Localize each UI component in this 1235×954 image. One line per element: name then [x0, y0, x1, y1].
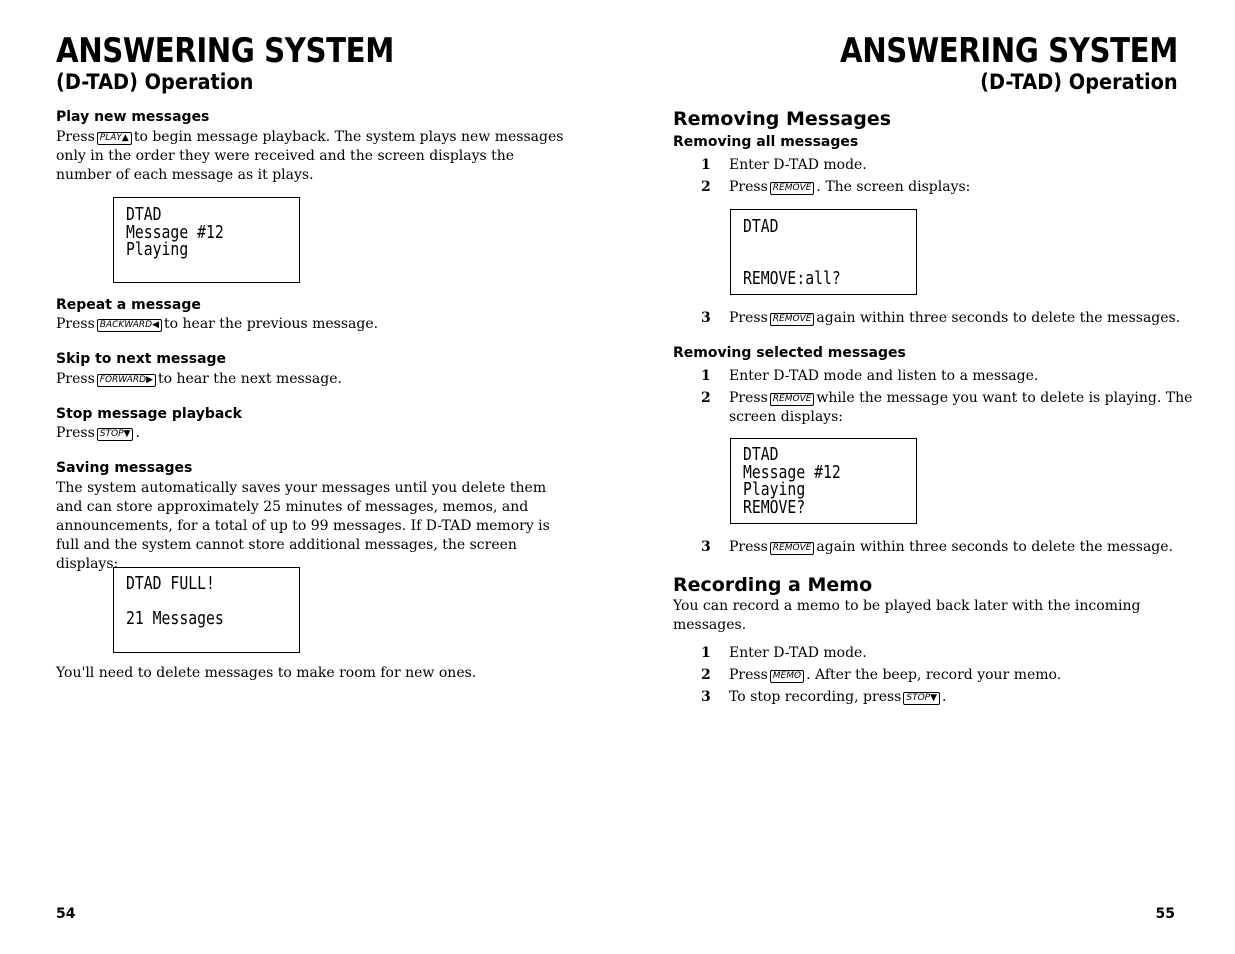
skip-paragraph: [56, 370, 342, 389]
page-number: 54: [56, 906, 76, 922]
step-item: [701, 309, 1201, 328]
text: Press: [729, 539, 768, 555]
page-title: ANSWERING SYSTEM: [56, 31, 394, 71]
lcd-line: Playing: [743, 479, 806, 500]
text: again within three seconds to delete the messages.: [816, 310, 1181, 326]
step-number: 2: [701, 667, 711, 683]
lcd-line: DTAD: [743, 216, 779, 237]
step-item: [701, 538, 1201, 557]
step-item: [701, 688, 1181, 707]
step-text: [729, 688, 946, 707]
remove-key-icon: REMOVE: [770, 313, 815, 326]
text: again within three seconds to delete the message.: [816, 539, 1174, 555]
step-text: Enter D-TAD mode.: [729, 157, 867, 173]
step-item: [701, 156, 1181, 175]
left-page: [0, 0, 617, 954]
section-heading-saving: Saving messages: [56, 460, 193, 476]
lcd-line: 21 Messages: [126, 608, 224, 629]
memo-key-icon: MEMO: [770, 670, 804, 683]
step-item: [701, 644, 1181, 663]
saving-paragraph: The system automatically saves your messages until you delete them and can store approximately 25 minutes of messages, memos, and announcements, for a total of up to 99 messages. If D-TAD memory is full and the system cannot store additional messages, the screen displays:: [56, 480, 550, 572]
lcd-line: Message #12: [743, 462, 841, 483]
lcd-screen-playing: [113, 197, 300, 283]
text: . The screen displays:: [816, 179, 971, 195]
lcd-line: DTAD FULL!: [126, 573, 215, 594]
step-text: [729, 666, 1061, 685]
lcd-line: DTAD: [743, 444, 779, 465]
section-heading-removing: Removing Messages: [673, 108, 892, 130]
page-number: 55: [1155, 906, 1175, 922]
remove-key-icon: REMOVE: [770, 182, 815, 195]
section-heading-stop: Stop message playback: [56, 406, 242, 422]
section-heading-skip: Skip to next message: [56, 351, 227, 367]
play-key-icon: PLAY▲: [97, 132, 132, 145]
stop-key-icon: STOP▼: [903, 692, 940, 705]
lcd-line: DTAD: [126, 204, 162, 225]
remove-key-icon: REMOVE: [770, 393, 815, 406]
step-item: [701, 666, 1181, 685]
lcd-line: REMOVE:all?: [743, 268, 841, 289]
step-number: 3: [701, 310, 711, 326]
page-title: ANSWERING SYSTEM: [840, 31, 1178, 71]
play-new-paragraph: [56, 128, 568, 185]
lcd-screen-full: [113, 567, 300, 653]
lcd-line: REMOVE?: [743, 497, 806, 518]
text: Press: [729, 390, 768, 406]
step-item: [701, 367, 1181, 386]
section-heading-memo: Recording a Memo: [673, 574, 873, 596]
step-number: 2: [701, 179, 711, 195]
section-heading-play-new: Play new messages: [56, 109, 210, 125]
step-text: Enter D-TAD mode and listen to a message.: [729, 368, 1039, 384]
text: while the message you want to delete is playing. The: [816, 390, 1193, 406]
step-item: [701, 389, 1201, 427]
closing-paragraph: You'll need to delete messages to make room for new ones.: [56, 665, 477, 681]
stop-key-icon: STOP▼: [97, 428, 134, 441]
repeat-paragraph: [56, 315, 378, 334]
text: To stop recording, press: [729, 689, 902, 705]
text: Press: [729, 667, 768, 683]
lcd-screen-remove-all: [730, 209, 917, 295]
step-number: 3: [701, 689, 711, 705]
stop-paragraph: [56, 424, 140, 443]
step-number: 1: [701, 645, 711, 661]
step-item: [701, 178, 1181, 197]
text: Press: [56, 129, 95, 145]
page-subtitle: (D-TAD) Operation: [980, 70, 1178, 94]
text: .: [135, 425, 140, 441]
text: . After the beep, record your memo.: [806, 667, 1062, 683]
text: .: [942, 689, 947, 705]
step-text: [729, 178, 970, 197]
text: Press: [56, 425, 95, 441]
subsection-heading-remove-selected: Removing selected messages: [673, 345, 906, 361]
lcd-line: Playing: [126, 239, 189, 260]
page-subtitle: (D-TAD) Operation: [56, 70, 254, 94]
text: Press: [56, 371, 95, 387]
section-heading-repeat: Repeat a message: [56, 297, 201, 313]
lcd-line: Message #12: [126, 222, 224, 243]
step-number: 2: [701, 390, 711, 406]
text: to hear the next message.: [158, 371, 342, 387]
backward-key-icon: BACKWARD◀: [97, 319, 162, 332]
step-text: [729, 538, 1173, 557]
step-number: 1: [701, 368, 711, 384]
text: Press: [729, 179, 768, 195]
subsection-heading-remove-all: Removing all messages: [673, 134, 859, 150]
text: to hear the previous message.: [164, 316, 379, 332]
text: to begin message playback. The system plays new messages only in the order they were received and the screen displays the number of each message as it plays.: [56, 129, 564, 183]
text: screen displays:: [729, 409, 843, 425]
step-text: [729, 309, 1180, 328]
text: Press: [729, 310, 768, 326]
text: Press: [56, 316, 95, 332]
right-page: [617, 0, 1235, 954]
memo-paragraph: You can record a memo to be played back later with the incoming messages.: [673, 598, 1141, 633]
remove-key-icon: REMOVE: [770, 542, 815, 555]
step-number: 1: [701, 157, 711, 173]
step-text: [729, 389, 1192, 427]
lcd-screen-remove-selected: [730, 438, 917, 524]
step-number: 3: [701, 539, 711, 555]
forward-key-icon: FORWARD▶: [97, 374, 156, 387]
step-text: Enter D-TAD mode.: [729, 645, 867, 661]
